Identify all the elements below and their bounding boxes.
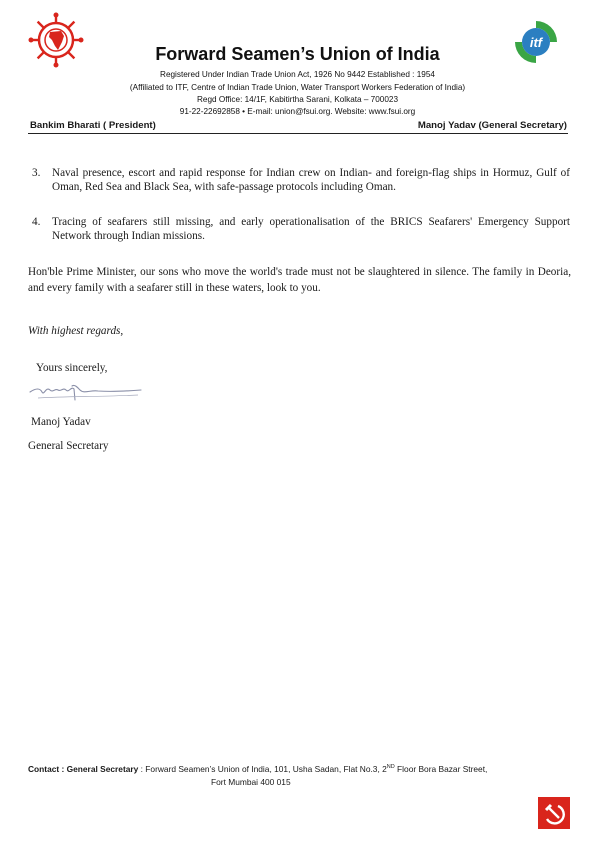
footer-contact-label: Contact : General Secretary xyxy=(28,764,139,774)
list-item xyxy=(30,166,570,194)
footer-contact-line xyxy=(28,764,487,774)
list-item-number: 4. xyxy=(32,216,41,228)
president-name: Bankim Bharati ( President) xyxy=(30,120,156,131)
hammer-sickle-icon xyxy=(538,797,570,829)
list-item xyxy=(30,215,570,243)
signer-title: General Secretary xyxy=(28,440,109,452)
regards-line: With highest regards, xyxy=(28,325,124,337)
signer-name: Manoj Yadav xyxy=(31,416,91,428)
office-address-line: Regd Office: 14/1F, Kabitirtha Sarani, Kolkata – 700023 xyxy=(196,95,399,104)
list-item-text: Tracing of seafarers still missing, and early operationalisation of the BRICS Seafarers' Emergency Support Network through Indian missions. xyxy=(52,216,570,242)
list-item-number: 3. xyxy=(32,167,41,179)
affiliation-line: (Affiliated to ITF, Centre of Indian Trade Union, Water Transport Workers Federation of India) xyxy=(129,83,466,92)
itf-logo-text: itf xyxy=(529,35,543,50)
handwritten-signature xyxy=(28,376,143,406)
closing-paragraph: Hon'ble Prime Minister, our sons who move the world's trade must not be slaughtered in silence. The family in Deoria, and every family with a seafarer still in these waters, look to you. xyxy=(28,266,571,294)
yours-sincerely-line: Yours sincerely, xyxy=(36,362,108,374)
footer-ordinal-superscript: ND xyxy=(386,764,395,771)
list-item-text: Naval presence, escort and rapid response for Indian crew on Indian- and foreign-flag ships in Hormuz, Gulf of Oman, Red Sea and Black Sea, with safe-passage protocols including Oman. xyxy=(52,167,570,193)
footer-address-line2: Fort Mumbai 400 015 xyxy=(211,777,291,787)
registration-line: Registered Under Indian Trade Union Act, 1926 No 9442 Established : 1954 xyxy=(160,70,435,79)
contact-info-line: 91-22-22692858 • E-mail: union@fsui.org. Website: www.fsui.org xyxy=(179,107,416,116)
footer-address-part: : Forward Seamen’s Union of India, 101, Usha Sadan, Flat No.3, 2 xyxy=(138,764,387,774)
footer-address-part: Floor Bora Bazar Street, xyxy=(394,764,488,774)
header-divider xyxy=(28,133,568,134)
organization-name: Forward Seamen’s Union of India xyxy=(155,44,440,64)
general-secretary-header: Manoj Yadav (General Secretary) xyxy=(417,120,567,131)
